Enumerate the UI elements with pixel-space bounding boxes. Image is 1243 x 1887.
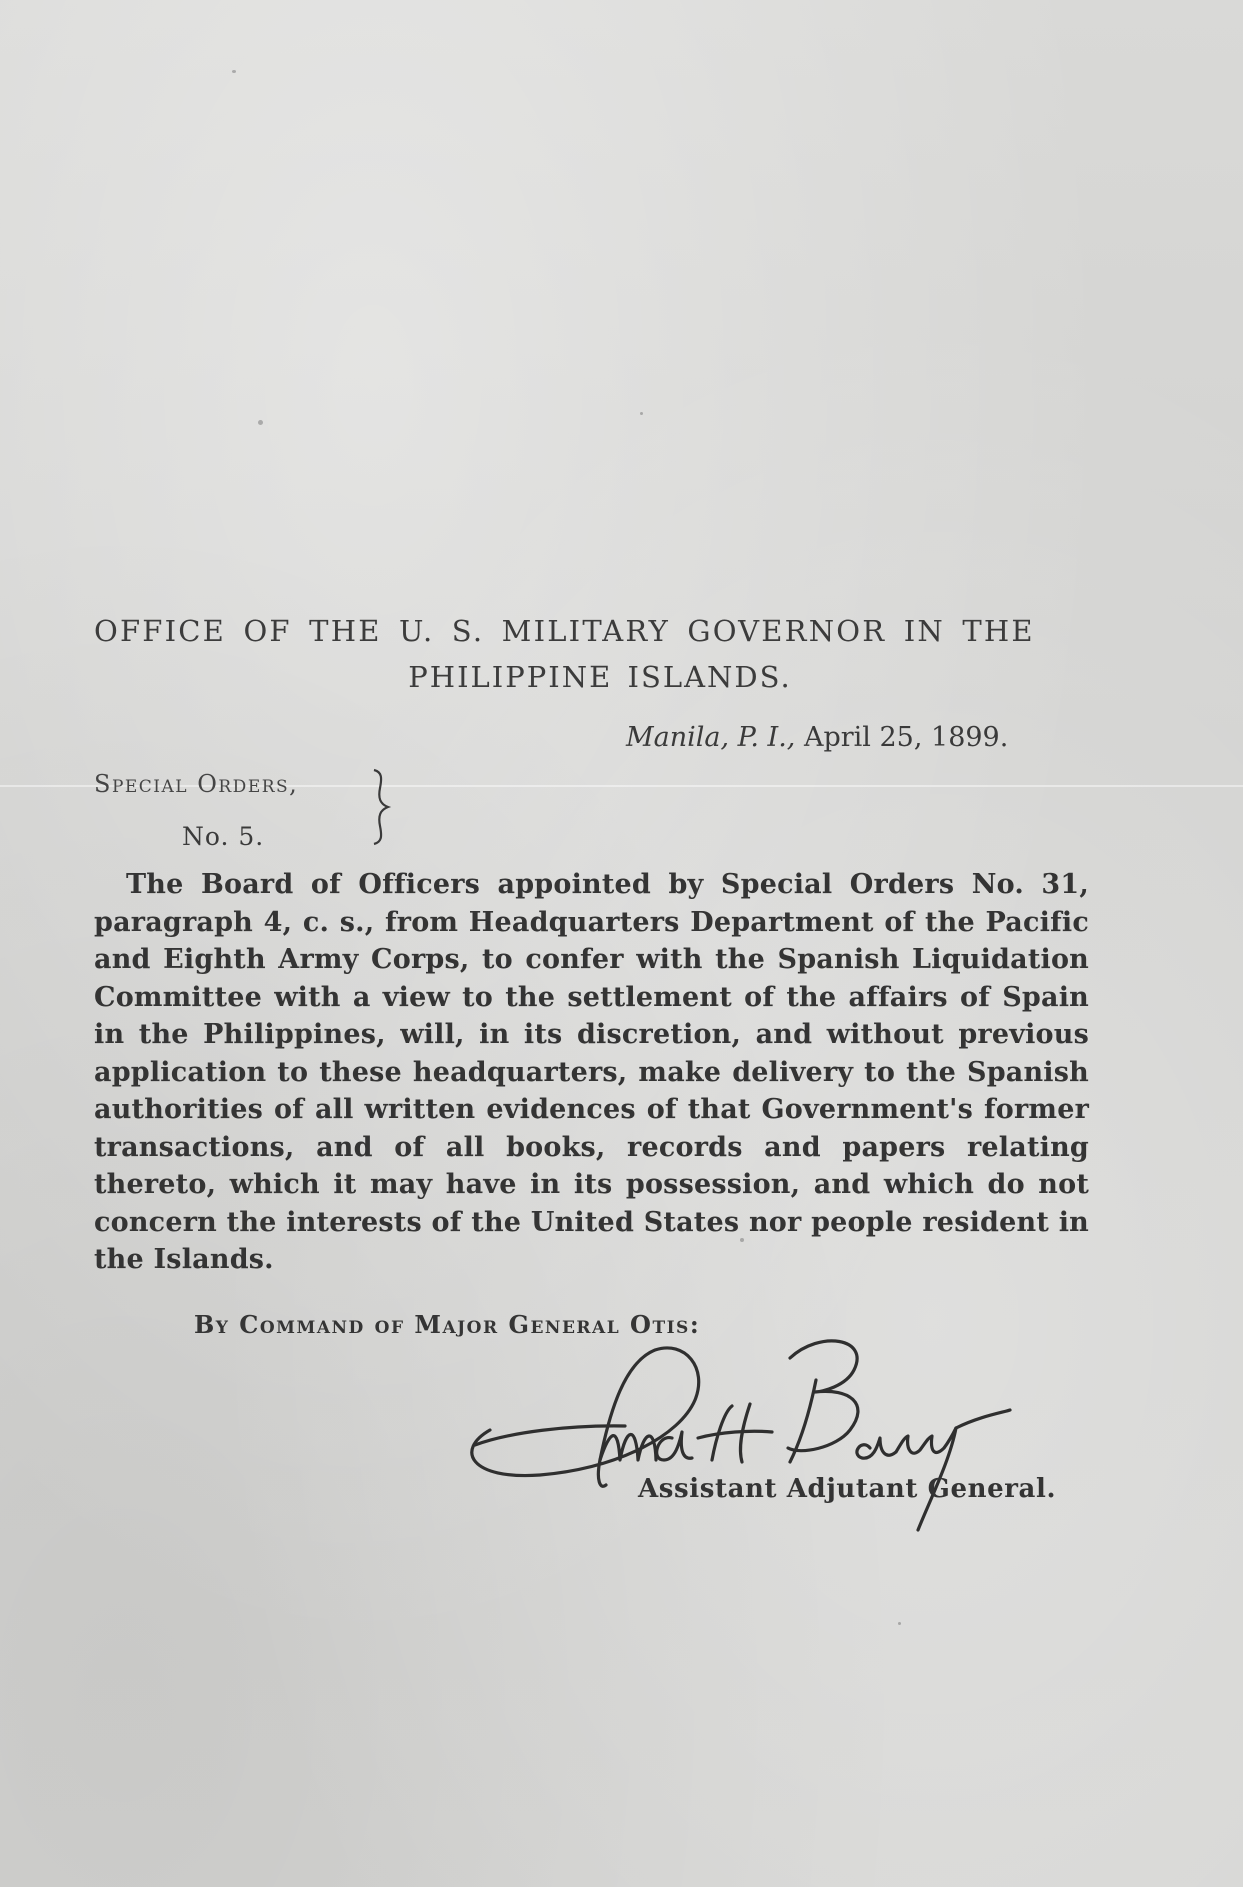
paper-speck xyxy=(740,1238,744,1242)
handwritten-signature xyxy=(450,1320,1210,1550)
paper-speck xyxy=(898,1622,901,1625)
dateline-place: Manila, P. I., xyxy=(626,722,796,753)
signatory-title: Assistant Adjutant General. xyxy=(638,1474,1057,1504)
paper-speck xyxy=(640,412,643,415)
paper-speck xyxy=(232,70,236,73)
dateline xyxy=(626,722,1008,753)
brace-glyph xyxy=(368,768,396,846)
special-orders-label: Special Orders, xyxy=(94,770,299,798)
dateline-date: April 25, 1899. xyxy=(803,722,1009,753)
order-body-text: The Board of Officers appointed by Special Orders No. 31, paragraph 4, c. s., from Headquarters Department of the Pacific and Eighth Army Corps, to confer with the Spanish Liquidation Committee with a view to the settlement of the affairs of Spain in the Philippines, will, in its discretion, and without previous application to these headquarters, make delivery to the Spanish authorities of all written evidences of that Government's former transactions, and of all books, records and papers relating thereto, which it may have in its possession, and which do not concern the interests of the United States nor people resident in the Islands. xyxy=(94,869,1089,1275)
command-line: By Command of Major General Otis: xyxy=(194,1310,701,1339)
office-header-line-2: PHILIPPINE ISLANDS. xyxy=(408,660,792,694)
office-header-line-1: OFFICE OF THE U. S. MILITARY GOVERNOR IN THE xyxy=(94,614,1035,648)
paper-speck xyxy=(258,420,263,425)
special-orders-number: No. 5. xyxy=(182,822,265,851)
